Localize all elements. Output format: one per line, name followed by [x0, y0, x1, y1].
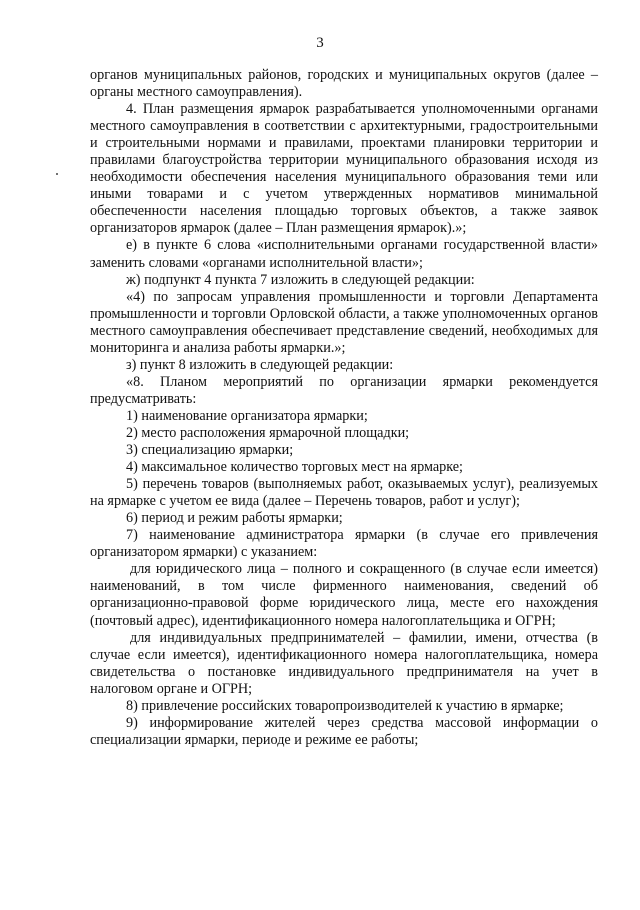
paragraph-continuation: органов муниципальных районов, городских и муниципальных округов (далее – органы местного самоуправления).: [90, 67, 598, 101]
list-subitem-legal-entity: для юридического лица – полного и сокращенного (в случае если имеется) наименований, в том числе фирменного наименования, сведений об организационно-правовой форме юридического лица, месте его нахождения (почтовый адрес), идентификационного номера налогоплательщика и ОГРН;: [90, 561, 598, 629]
list-item-7: 7) наименование администратора ярмарки (в случае его привлечения организатором ярмарки) с указанием:: [90, 527, 598, 561]
paragraph-quote-8: «8. Планом мероприятий по организации ярмарки рекомендуется предусматривать:: [90, 373, 598, 407]
list-item-8: 8) привлечение российских товаропроизводителей к участию в ярмарке;: [126, 697, 564, 714]
list-item-4: 4) максимальное количество торговых мест на ярмарке;: [126, 459, 464, 476]
list-subitem-entrepreneur: для индивидуальных предпринимателей – фамилии, имени, отчества (в случае если имеется), идентификационного номера налогоплательщика, номера свидетельства о постановке индивидуального предпринимателя на учет в налоговом органе и ОГРН;: [90, 629, 598, 697]
list-item-2: 2) место расположения ярмарочной площадки;: [126, 424, 410, 441]
list-item-1: 1) наименование организатора ярмарки;: [126, 407, 368, 424]
list-item-9: 9) информирование жителей через средства массовой информации о специализации ярмарки, периоде и режиме ее работы;: [90, 714, 598, 748]
document-body: [90, 67, 598, 749]
list-item-5: 5) перечень товаров (выполняемых работ, оказываемых услуг), реализуемых на ярмарке с учетом ее вида (далее – Перечень товаров, работ и услуг);: [90, 476, 598, 510]
scan-speck: [56, 173, 58, 175]
paragraph-quote-4: «4) по запросам управления промышленности и торговли Департамента промышленности и торговли Орловской области, а также уполномоченных органов местного самоуправления обеспечивает представление сведений, необходимых для мониторинга и анализа работы ярмарки.»;: [90, 288, 598, 356]
list-item-6: 6) период и режим работы ярмарки;: [126, 510, 343, 527]
paragraph-item-4: 4. План размещения ярмарок разрабатывается уполномоченными органами местного самоуправления в соответствии с архитектурными, градостроительными и строительными нормами и правилами, проектами планировки территории и правилами благоустройства территории муниципального образования исходя из необходимости обеспечения населения муниципального образования теми или иными товарами и с учетом утвержденных нормативов минимальной обеспеченности населения площадью торговых объектов, а также заявок организаторов ярмарок (далее – План размещения ярмарок).»;: [90, 101, 598, 237]
paragraph-item-zh: ж) подпункт 4 пункта 7 изложить в следующей редакции:: [126, 271, 475, 288]
paragraph-item-z: з) пункт 8 изложить в следующей редакции:: [126, 356, 394, 373]
page-number: 3: [316, 35, 324, 51]
list-item-3: 3) специализацию ярмарки;: [126, 442, 294, 459]
paragraph-item-e: е) в пункте 6 слова «исполнительными органами государственной власти» заменить словами «органами исполнительной власти»;: [90, 237, 598, 271]
